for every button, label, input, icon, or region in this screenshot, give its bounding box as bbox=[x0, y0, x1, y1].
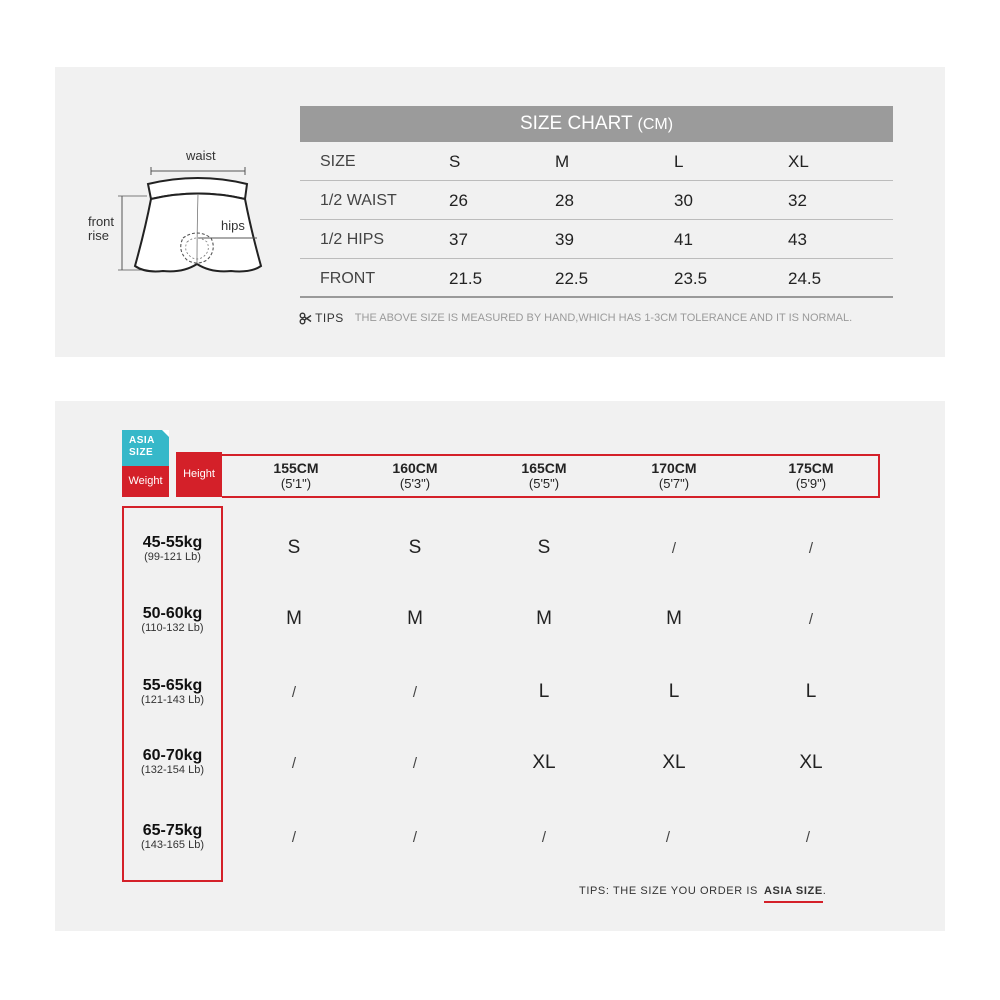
size-cell: / bbox=[808, 611, 814, 628]
table-cell: 37 bbox=[449, 230, 468, 249]
row-label: FRONT bbox=[320, 270, 376, 287]
height-header-row bbox=[222, 454, 880, 498]
size-cell: / bbox=[291, 829, 297, 846]
table-cell: 30 bbox=[674, 191, 693, 210]
weight-lb: (110-132 Lb) bbox=[141, 622, 204, 634]
height-cm: 160CM bbox=[392, 460, 438, 476]
height-ft: (5'1") bbox=[280, 476, 312, 491]
hips-label: hips bbox=[221, 218, 245, 233]
size-cell: / bbox=[805, 829, 811, 846]
row-label: SIZE bbox=[320, 153, 356, 170]
height-col-header bbox=[766, 461, 856, 491]
weight-row-header bbox=[124, 822, 221, 851]
table-cell: 39 bbox=[555, 230, 574, 249]
size-cell: / bbox=[291, 684, 297, 701]
size-chart-title bbox=[300, 106, 893, 142]
bottom-tips-note bbox=[579, 885, 826, 897]
weight-lb: (121-143 Lb) bbox=[141, 694, 204, 706]
height-cm: 155CM bbox=[273, 460, 319, 476]
height-ft: (5'9") bbox=[795, 476, 827, 491]
weight-column bbox=[122, 506, 223, 882]
table-row bbox=[300, 220, 893, 259]
size-cell: XL bbox=[799, 752, 823, 773]
size-cell: / bbox=[291, 755, 297, 772]
tips-note bbox=[299, 311, 909, 327]
size-cell: / bbox=[412, 684, 418, 701]
height-ft: (5'3") bbox=[399, 476, 431, 491]
weight-kg: 60-70kg bbox=[142, 747, 203, 764]
weight-lb: (99-121 Lb) bbox=[144, 551, 201, 563]
size-chart-unit: (CM) bbox=[637, 116, 674, 133]
table-cell: 43 bbox=[788, 230, 807, 249]
weight-kg: 50-60kg bbox=[142, 605, 203, 622]
size-cell: / bbox=[665, 829, 671, 846]
weight-kg: 65-75kg bbox=[142, 822, 203, 839]
size-cell: / bbox=[808, 540, 814, 557]
size-cell: XL bbox=[662, 752, 686, 773]
size-cell: M bbox=[536, 608, 552, 629]
tips-label: TIPS bbox=[315, 311, 344, 325]
tips-text: THE ABOVE SIZE IS MEASURED BY HAND,WHICH HAS 1-3CM TOLERANCE AND IT IS NORMAL. bbox=[354, 312, 853, 324]
table-cell: 28 bbox=[555, 191, 574, 210]
bottom-tips-prefix: TIPS: THE SIZE YOU ORDER IS bbox=[579, 885, 758, 897]
table-cell: 32 bbox=[788, 191, 807, 210]
weight-row-header bbox=[124, 677, 221, 706]
weight-header: Weight bbox=[122, 466, 169, 497]
size-cell: L bbox=[805, 681, 817, 702]
size-cell: L bbox=[668, 681, 680, 702]
height-header: Height bbox=[176, 452, 222, 497]
height-cm: 165CM bbox=[521, 460, 567, 476]
weight-kg: 45-55kg bbox=[142, 534, 203, 551]
table-cell: 24.5 bbox=[788, 269, 822, 288]
weight-row-header bbox=[124, 747, 221, 776]
table-cell: XL bbox=[788, 152, 809, 171]
badge-corner-fold bbox=[162, 430, 169, 437]
table-row bbox=[300, 142, 893, 181]
height-ft: (5'7") bbox=[658, 476, 690, 491]
table-cell: 26 bbox=[449, 191, 468, 210]
table-cell: 22.5 bbox=[555, 269, 589, 288]
scissors-icon bbox=[299, 312, 312, 325]
size-cell: / bbox=[412, 829, 418, 846]
height-col-header bbox=[629, 461, 719, 491]
size-cell: M bbox=[286, 608, 302, 629]
weight-lb: (132-154 Lb) bbox=[141, 764, 204, 776]
table-cell: 21.5 bbox=[449, 269, 483, 288]
row-label: 1/2 WAIST bbox=[320, 192, 397, 209]
size-cell: M bbox=[666, 608, 682, 629]
height-cm: 170CM bbox=[651, 460, 697, 476]
table-row bbox=[300, 181, 893, 220]
asia-size-badge: ASIA SIZE bbox=[122, 430, 169, 466]
row-label: 1/2 HIPS bbox=[320, 231, 385, 248]
size-cell: S bbox=[537, 537, 551, 558]
height-ft: (5'5") bbox=[528, 476, 560, 491]
waist-label: waist bbox=[186, 148, 216, 163]
size-cell: / bbox=[541, 829, 547, 846]
size-cell: S bbox=[408, 537, 422, 558]
size-cell: / bbox=[412, 755, 418, 772]
height-col-header bbox=[499, 461, 589, 491]
height-col-header bbox=[370, 461, 460, 491]
table-cell: L bbox=[674, 152, 684, 171]
size-cell: L bbox=[538, 681, 550, 702]
size-chart-title-text: SIZE CHART bbox=[519, 113, 633, 134]
weight-row-header bbox=[124, 605, 221, 634]
height-cm: 175CM bbox=[788, 460, 834, 476]
weight-kg: 55-65kg bbox=[142, 677, 203, 694]
table-cell: S bbox=[449, 152, 461, 171]
size-cell: M bbox=[407, 608, 423, 629]
size-cell: / bbox=[671, 540, 677, 557]
height-col-header bbox=[251, 461, 341, 491]
table-cell: 23.5 bbox=[674, 269, 708, 288]
weight-lb: (143-165 Lb) bbox=[141, 839, 204, 851]
bottom-tips-highlight: ASIA SIZE bbox=[764, 885, 823, 903]
bottom-tips-suffix: . bbox=[822, 885, 827, 897]
size-cell: S bbox=[287, 537, 301, 558]
table-row bbox=[300, 259, 893, 298]
size-cell: XL bbox=[532, 752, 556, 773]
table-cell: M bbox=[555, 152, 570, 171]
weight-row-header bbox=[124, 534, 221, 563]
size-chart-table bbox=[300, 106, 893, 298]
table-cell: 41 bbox=[674, 230, 693, 249]
front-rise-label: front rise bbox=[88, 214, 115, 243]
